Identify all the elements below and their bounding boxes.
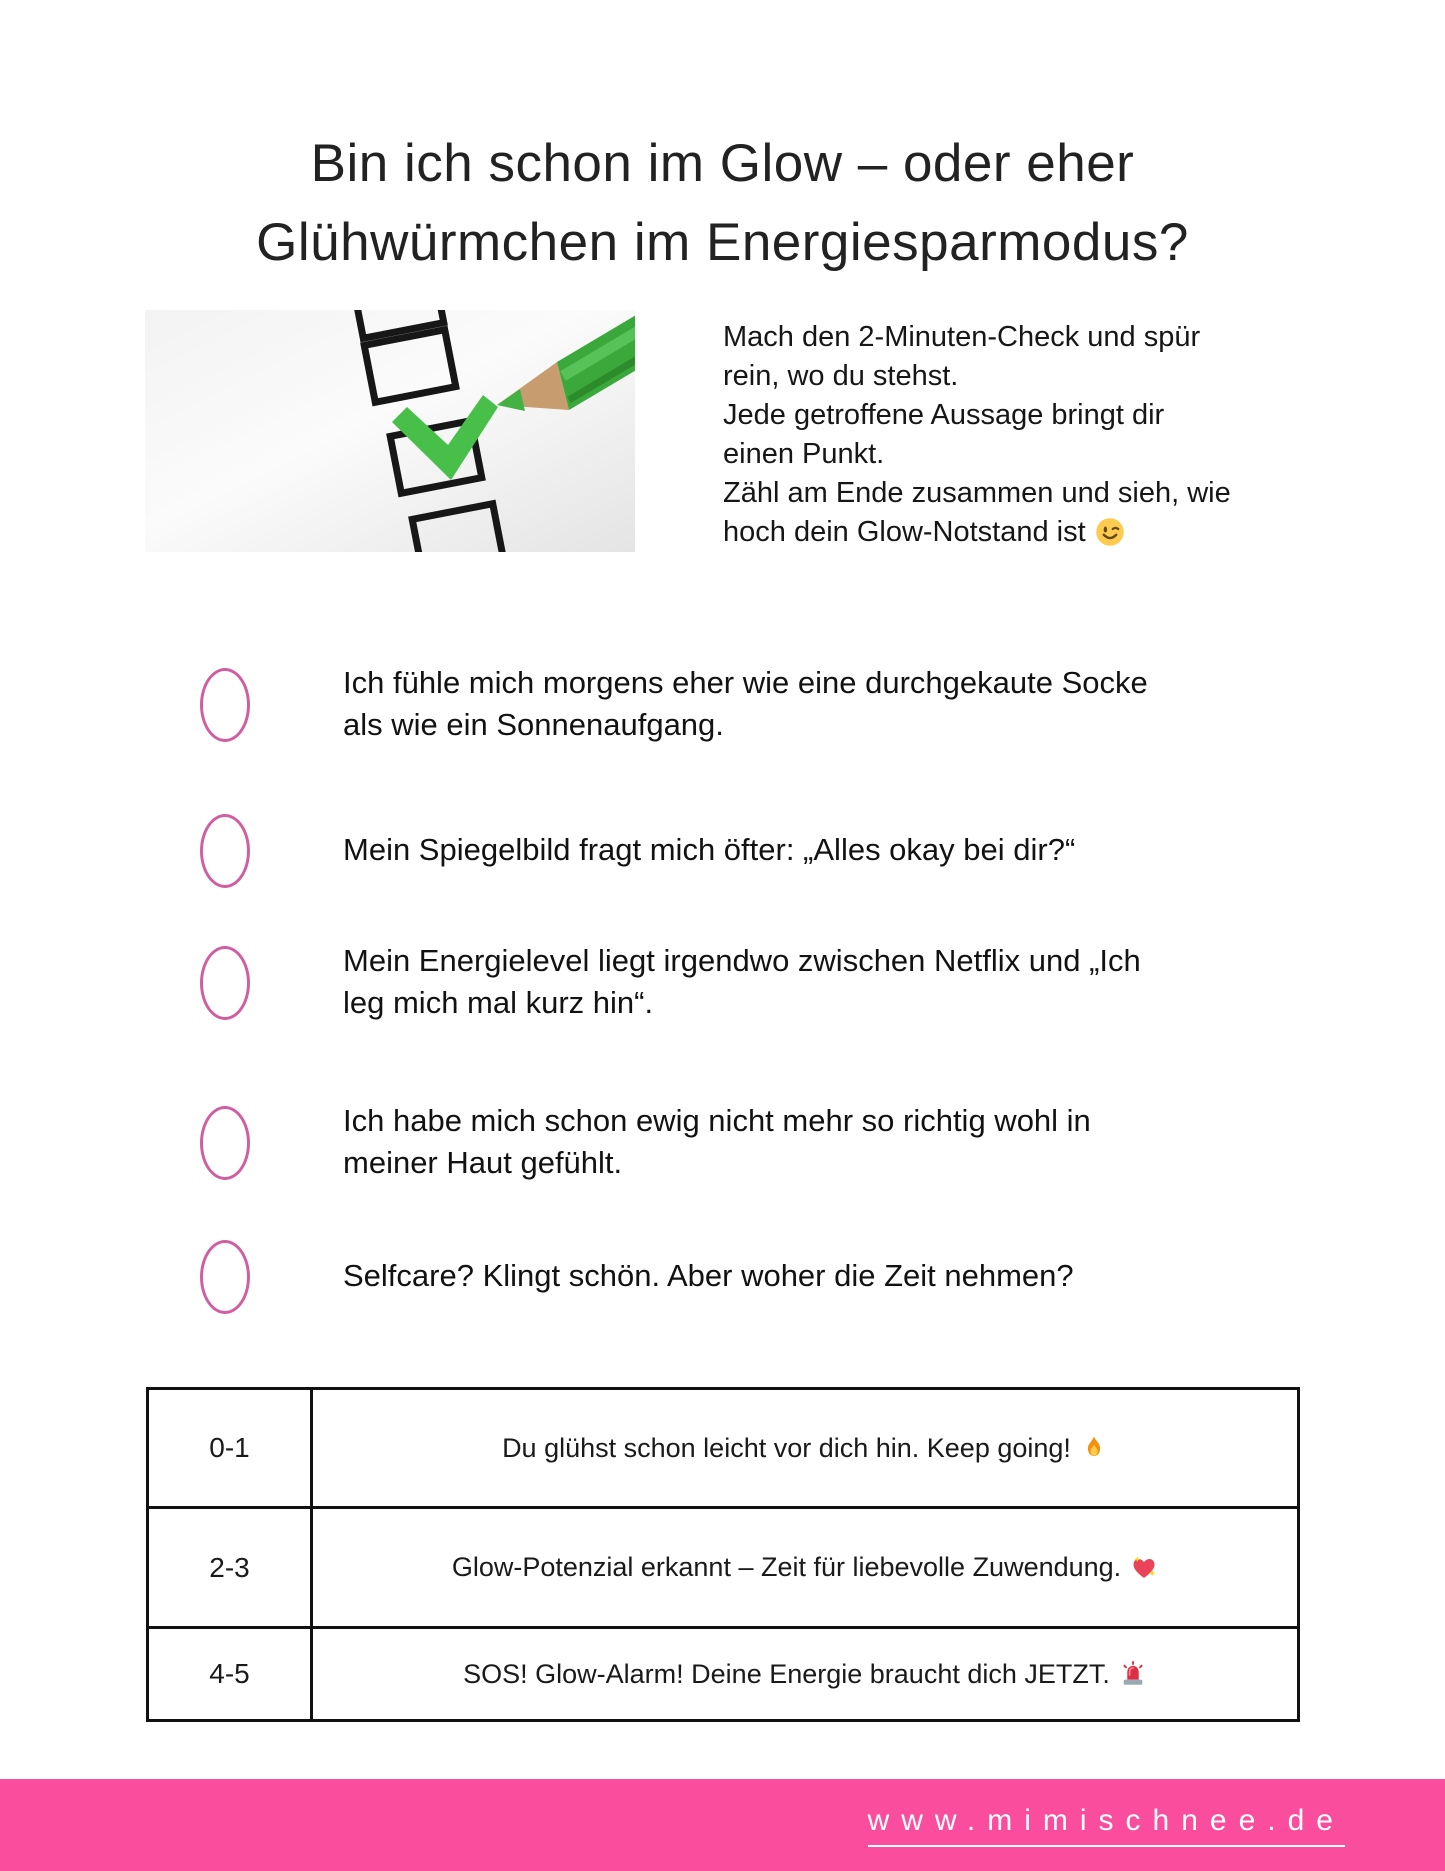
item-text-line: als wie ein Sonnenaufgang. [343, 707, 724, 742]
page-title-line1: Bin ich schon im Glow – oder eher [310, 134, 1135, 193]
item-text-line: Mein Spiegelbild fragt mich öfter: „Alles okay bei dir?“ [343, 832, 1076, 867]
intro-line: Jede getroffene Aussage bringt dir [723, 399, 1165, 431]
checklist-item-1-text [343, 662, 1148, 746]
answer-circle-4[interactable] [200, 1106, 250, 1180]
rotating-light-emoji-icon [1119, 1661, 1147, 1689]
item-text-line: Selfcare? Klingt schön. Aber woher die Zeit nehmen? [343, 1258, 1074, 1293]
intro-line-last [723, 513, 1303, 552]
score-message-text: SOS! Glow-Alarm! Deine Energie braucht dich JETZT. [463, 1658, 1110, 1689]
item-text-line: Ich habe mich schon ewig nicht mehr so richtig wohl in [343, 1103, 1091, 1138]
score-message-text: Glow-Potenzial erkannt – Zeit für liebevolle Zuwendung. [451, 1552, 1122, 1582]
answer-circle-1[interactable] [200, 668, 250, 742]
checklist-item-3 [200, 940, 1350, 1024]
intro-line: Zähl am Ende zusammen und sieh, wie [723, 477, 1231, 509]
intro-text [723, 318, 1303, 552]
checklist-pencil-illustration-icon [145, 310, 635, 552]
item-text-line: leg mich mal kurz hin“. [343, 985, 654, 1020]
score-range-cell: 4-5 [148, 1628, 312, 1721]
answer-circle-5[interactable] [200, 1240, 250, 1314]
checklist-item-3-text [343, 940, 1141, 1024]
score-message-text: Du glühst schon leicht vor dich hin. Keep going! [502, 1432, 1071, 1463]
sparkling-heart-emoji-icon [1130, 1554, 1158, 1582]
page-title [0, 124, 1445, 282]
answer-circle-3[interactable] [200, 946, 250, 1020]
checklist-photo [145, 310, 635, 552]
checklist-item-5 [200, 1234, 1350, 1318]
checklist-item-5-text [343, 1255, 1074, 1297]
checklist-item-1 [200, 662, 1350, 746]
score-row-2 [148, 1508, 1299, 1628]
score-message-cell [312, 1508, 1299, 1628]
item-text-line: Mein Energielevel liegt irgendwo zwischen Netflix und „Ich [343, 943, 1141, 978]
score-table [146, 1387, 1300, 1722]
website-link[interactable]: www.mimischnee.de [868, 1804, 1345, 1847]
score-row-3 [148, 1628, 1299, 1721]
checklist-item-2 [200, 808, 1350, 892]
item-text-line: Ich fühle mich morgens eher wie eine durchgekaute Socke [343, 665, 1148, 700]
intro-line: einen Punkt. [723, 438, 885, 470]
score-range-cell: 0-1 [148, 1389, 312, 1508]
intro-line-text: hoch dein Glow-Notstand ist [723, 516, 1086, 548]
checklist-item-2-text [343, 829, 1075, 871]
score-range-cell: 2-3 [148, 1508, 312, 1628]
item-text-line: meiner Haut gefühlt. [343, 1145, 623, 1180]
wink-face-emoji-icon [1095, 517, 1125, 547]
footer-bar [0, 1779, 1445, 1871]
score-message-cell [312, 1389, 1299, 1508]
intro-line: Mach den 2-Minuten-Check und spür [723, 321, 1201, 353]
fire-emoji-icon [1080, 1435, 1108, 1463]
checklist-item-4-text [343, 1100, 1091, 1184]
score-message-cell [312, 1628, 1299, 1721]
intro-line: rein, wo du stehst. [723, 360, 959, 392]
answer-circle-2[interactable] [200, 814, 250, 888]
score-row-1 [148, 1389, 1299, 1508]
photo-background [145, 310, 635, 552]
page-title-line2: Glühwürmchen im Energiesparmodus? [256, 213, 1189, 272]
checklist-item-4 [200, 1100, 1350, 1184]
